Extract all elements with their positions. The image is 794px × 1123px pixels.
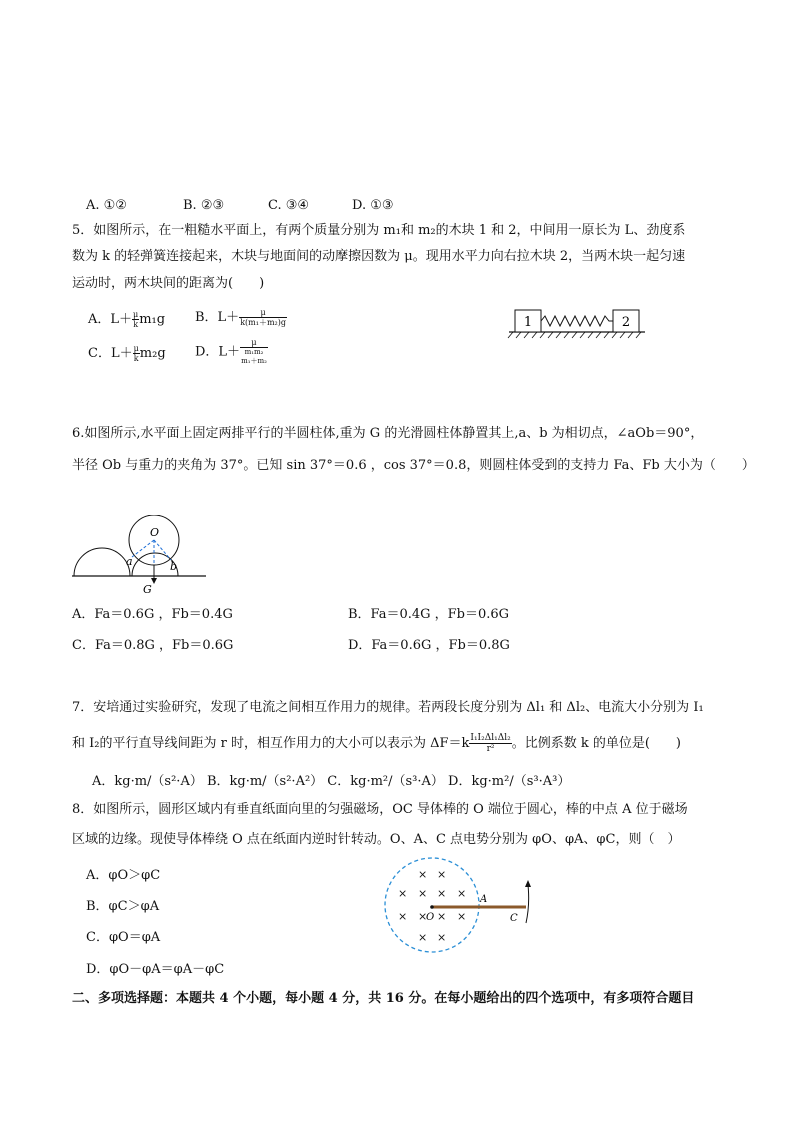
block-2-label: 2 <box>621 315 631 330</box>
q5-option-b-den: k(m₁＋m₂)g <box>240 318 286 327</box>
q5-option-b-num: μ <box>239 308 287 318</box>
q7-options: A．kg·m/（s²·A） B．kg·m/（s²·A²） C．kg·m²/（s³·A） D．kg·m²/（s³·A³） <box>92 774 571 789</box>
q5-option-c-suffix: m₂g <box>139 346 166 361</box>
q6-stem-line1: 6.如图所示,水平面上固定两排平行的半圆柱体,重为 G 的光滑圆柱体静置其上,a、b 为相切点，∠aOb＝90°， <box>72 426 704 441</box>
label-a: a <box>126 555 133 568</box>
q4-option-a: A. ①② <box>86 198 127 213</box>
cross: × <box>437 931 447 944</box>
q4-option-c: C. ③④ <box>268 198 310 213</box>
q5-option-b-prefix: B．L＋ <box>195 310 240 325</box>
q6-option-d: D．Fa＝0.6G ，Fb＝0.8G <box>348 638 510 653</box>
label-G: G <box>143 583 152 596</box>
cross: × <box>437 868 447 881</box>
q5-stem-line1: 5．如图所示，在一粗糙水平面上，有两个质量分别为 m₁和 m₂的木块 1 和 2，中间用一原长为 L、劲度系 <box>72 223 686 238</box>
label-O: O <box>426 912 435 923</box>
field-boundary-circle <box>385 858 479 952</box>
q7-formula-den: r² <box>486 744 495 754</box>
cross: × <box>418 931 428 944</box>
cross: × <box>457 910 467 923</box>
rotation-arrow <box>526 885 529 923</box>
gravity-arrowhead <box>151 578 157 584</box>
q5-option-d <box>195 338 268 366</box>
q6-option-c: C．Fa＝0.8G ，Fb＝0.6G <box>72 638 234 653</box>
q5-spring-figure <box>505 300 655 345</box>
q8-stem-line2: 区域的边缘。现使导体棒绕 O 点在纸面内逆时针转动。O、A、C 点电势分别为 φO、φA、φC，则（ ） <box>72 832 681 847</box>
q7-stem-line2-a: 和 I₂的平行直导线间距为 r 时，相互作用力的大小可以表示为 ΔF＝k <box>72 736 470 751</box>
q6-stem-line2: 半径 Ob 与重力的夹角为 37°。已知 sin 37°＝0.6 ，cos 37°＝0.8，则圆柱体受到的支持力 Fa、Fb 大小为（ ） <box>72 458 755 473</box>
q5-option-c <box>88 342 166 363</box>
q5-option-d-prefix: D．L＋ <box>195 344 241 360</box>
radius-ob <box>154 540 171 560</box>
q8-option-c: C．φO＝φA <box>86 930 161 945</box>
pivot-o <box>430 905 434 909</box>
rotation-arrowhead <box>525 880 531 887</box>
q5-option-b <box>195 306 287 327</box>
q5-option-a-num: μ <box>133 310 139 319</box>
q7-stem-line2 <box>72 733 681 754</box>
q5-option-d-den-b: m₁＋m₂ <box>241 357 267 365</box>
q6-cylinder-figure <box>70 515 210 597</box>
q5-option-a-prefix: A．L＋ <box>88 312 133 327</box>
q5-option-c-num: μ <box>133 344 139 353</box>
q5-option-c-prefix: C．L＋ <box>88 346 133 361</box>
label-A: A <box>480 894 488 905</box>
q4-option-b: B. ②③ <box>183 198 225 213</box>
cross: × <box>437 910 447 923</box>
section-2-heading: 二、多项选择题：本题共 4 个小题，每小题 4 分，共 16 分。在每小题给出的四个选项中，有多项符合题目 <box>72 991 695 1006</box>
label-C: C <box>510 913 518 924</box>
cross: × <box>418 868 428 881</box>
left-half-cylinder <box>74 548 130 576</box>
q5-option-a <box>88 308 165 329</box>
q6-option-b: B．Fa＝0.4G ，Fb＝0.6G <box>348 607 510 622</box>
label-O: O <box>150 526 160 539</box>
q5-option-a-suffix: m₁g <box>139 312 166 327</box>
cross: × <box>398 910 408 923</box>
q5-option-a-den: k <box>133 320 139 329</box>
q5-option-c-den: k <box>133 354 139 363</box>
q5-stem-line2: 数为 k 的轻弹簧连接起来，木块与地面间的动摩擦因数为 μ。现用水平力向右拉木块 2，当两木块一起匀速 <box>72 249 686 264</box>
q8-option-b: B．φC＞φA <box>86 899 160 914</box>
q6-option-a: A．Fa＝0.6G ，Fb＝0.4G <box>72 607 233 622</box>
cross: × <box>457 887 467 900</box>
cross: × <box>437 887 447 900</box>
cross: × <box>398 887 408 900</box>
spring <box>541 316 613 326</box>
q7-formula-num: I₁I₂Δl₁Δl₂ <box>470 733 511 743</box>
q8-stem-line1: 8．如图所示，圆形区域内有垂直纸面向里的匀强磁场，OC 导体棒的 O 端位于圆心，棒的中点 A 位于磁场 <box>72 802 688 817</box>
radius-oa <box>132 540 154 557</box>
q7-stem-line1: 7．安培通过实验研究，发现了电流之间相互作用力的规律。若两段长度分别为 Δl₁ 和 Δl₂、电流大小分别为 I₁ <box>72 700 704 715</box>
q4-option-d: D. ①③ <box>352 198 394 213</box>
q8-option-a: A．φO＞φC <box>86 868 161 883</box>
q5-option-d-num: μ <box>240 338 268 348</box>
cross: × <box>418 910 428 923</box>
q5-option-d-den-a: m₁m₂ <box>244 348 264 356</box>
q7-stem-line2-b: 。比例系数 k 的单位是( ) <box>511 736 681 751</box>
q8-magnetic-field-figure <box>380 855 550 955</box>
label-b: b <box>170 560 178 573</box>
block-1-label: 1 <box>523 315 533 330</box>
q5-stem-line3: 运动时，两木块间的距离为( ) <box>72 276 265 291</box>
q8-option-d: D．φO－φA＝φA－φC <box>86 962 225 977</box>
cross: × <box>418 887 428 900</box>
